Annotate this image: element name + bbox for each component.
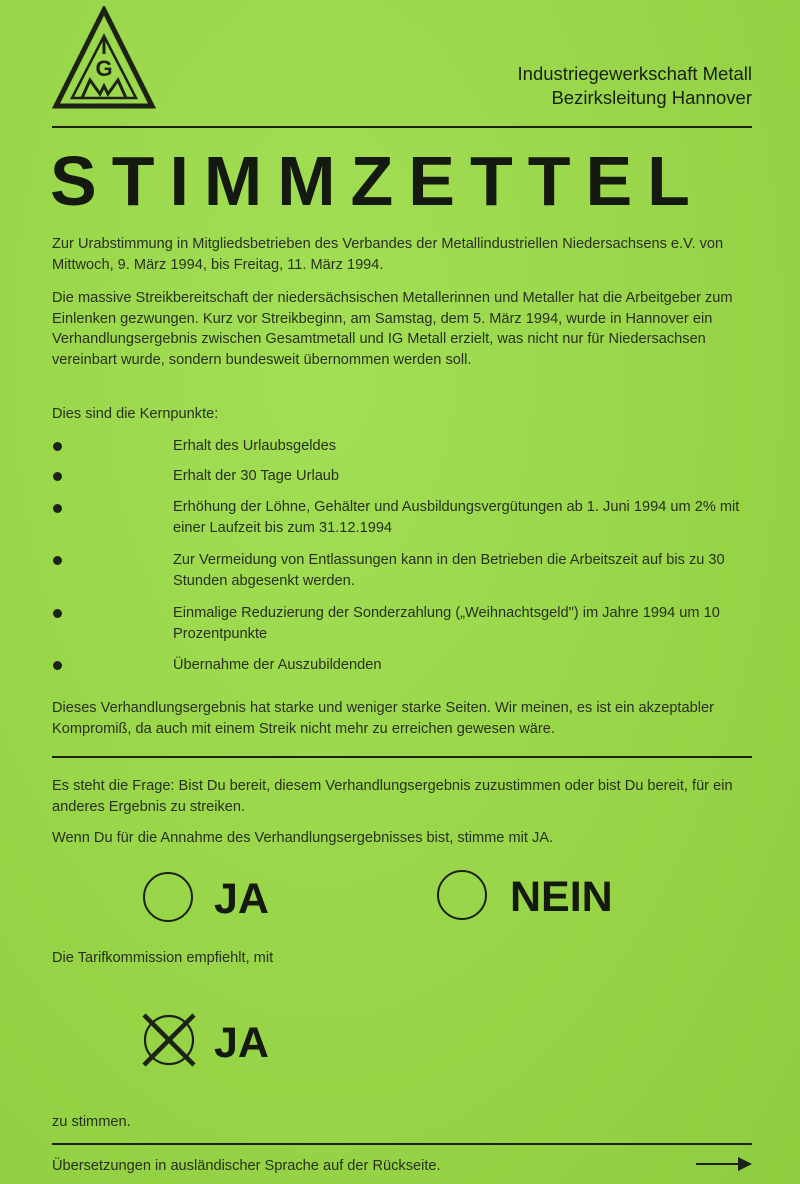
list-item: Einmalige Reduzierung der Sonderzahlung („Weihnachtsgeld") im Jahre 1994 um 10 Prozentpunkte — [173, 605, 720, 642]
bullet-dot — [53, 504, 62, 513]
instruction-text: Wenn Du für die Annahme des Verhandlungsergebnisses bist, stimme mit JA. — [52, 830, 554, 846]
recommendation-lead: Die Tarifkommission empfiehlt, mit — [52, 950, 274, 966]
context-text: Die massive Streikbereitschaft der niedersächsischen Metallerinnen und Metaller hat die Arbeitgeber zum Einlenken gezwungen. Kurz vor Streikbeginn, am Samstag, dem 5. März 1994, wurde in Hannover ein Verhandlungsergebnis zwischen Gesamtmetall und IG Metall erzielt, was nicht nur für Niedersachsen vereinbart wurde, sondern bundesweit übernommen werden soll. — [52, 290, 733, 368]
bullet-dot — [53, 472, 62, 481]
intro-text: Zur Urabstimmung in Mitgliedsbetrieben des Verbandes der Metallindustriellen Niedersachsens e.V. von Mittwoch, 9. März 1994, bis Freitag, 11. März 1994. — [52, 236, 724, 273]
list-item: Erhalt der 30 Tage Urlaub — [173, 468, 340, 484]
header-divider — [52, 126, 752, 128]
list-item: Zur Vermeidung von Entlassungen kann in den Betrieben die Arbeitszeit auf bis zu 30 Stunden abgesenkt werden. — [173, 552, 725, 589]
no-checkbox[interactable] — [437, 870, 487, 920]
recommended-yes-mark — [140, 1011, 198, 1069]
no-label: NEIN — [510, 873, 613, 921]
recommended-yes-label: JA — [214, 1019, 269, 1067]
igm-logo — [52, 6, 156, 112]
assessment-text: Dieses Verhandlungsergebnis hat starke und weniger starke Seiten. Wir meinen, es ist ein akzeptabler Kompromiß, da auch mit einem Streik nicht mehr zu erreichen gewesen wäre. — [52, 700, 714, 737]
svg-text:G: G — [95, 56, 113, 81]
question-text: Es steht die Frage: Bist Du bereit, diesem Verhandlungsergebnis zuzustimmen oder bist Du bereit, für ein anderes Ergebnis zu streiken. — [52, 778, 733, 815]
logo-text: IGM — [52, 6, 54, 7]
footer-note: Übersetzungen in ausländischer Sprache auf der Rückseite. — [52, 1158, 441, 1174]
org-name: Industriegewerkschaft Metall — [517, 63, 752, 84]
bullet-dot — [53, 442, 62, 451]
org-district: Bezirksleitung Hannover — [551, 87, 752, 108]
bullet-dot — [53, 609, 62, 618]
yes-checkbox[interactable] — [143, 872, 193, 922]
list-item: Übernahme der Auszubildenden — [173, 657, 382, 673]
bullet-dot — [53, 661, 62, 670]
ballot-title: STIMMZETTEL — [50, 142, 705, 220]
bullet-dot — [53, 556, 62, 565]
section-divider — [52, 756, 752, 758]
yes-label: JA — [214, 875, 269, 923]
recommendation-tail: zu stimmen. — [52, 1114, 131, 1130]
list-item: Erhöhung der Löhne, Gehälter und Ausbildungsvergütungen ab 1. Juni 1994 um 2% mit einer Laufzeit bis zum 31.12.1994 — [173, 499, 740, 536]
arrow-right-icon — [694, 1154, 754, 1174]
organization-block — [518, 62, 752, 110]
list-item: Erhalt des Urlaubsgeldes — [173, 438, 337, 454]
footer-divider — [52, 1143, 752, 1145]
kernpunkte-heading: Dies sind die Kernpunkte: — [52, 406, 219, 422]
